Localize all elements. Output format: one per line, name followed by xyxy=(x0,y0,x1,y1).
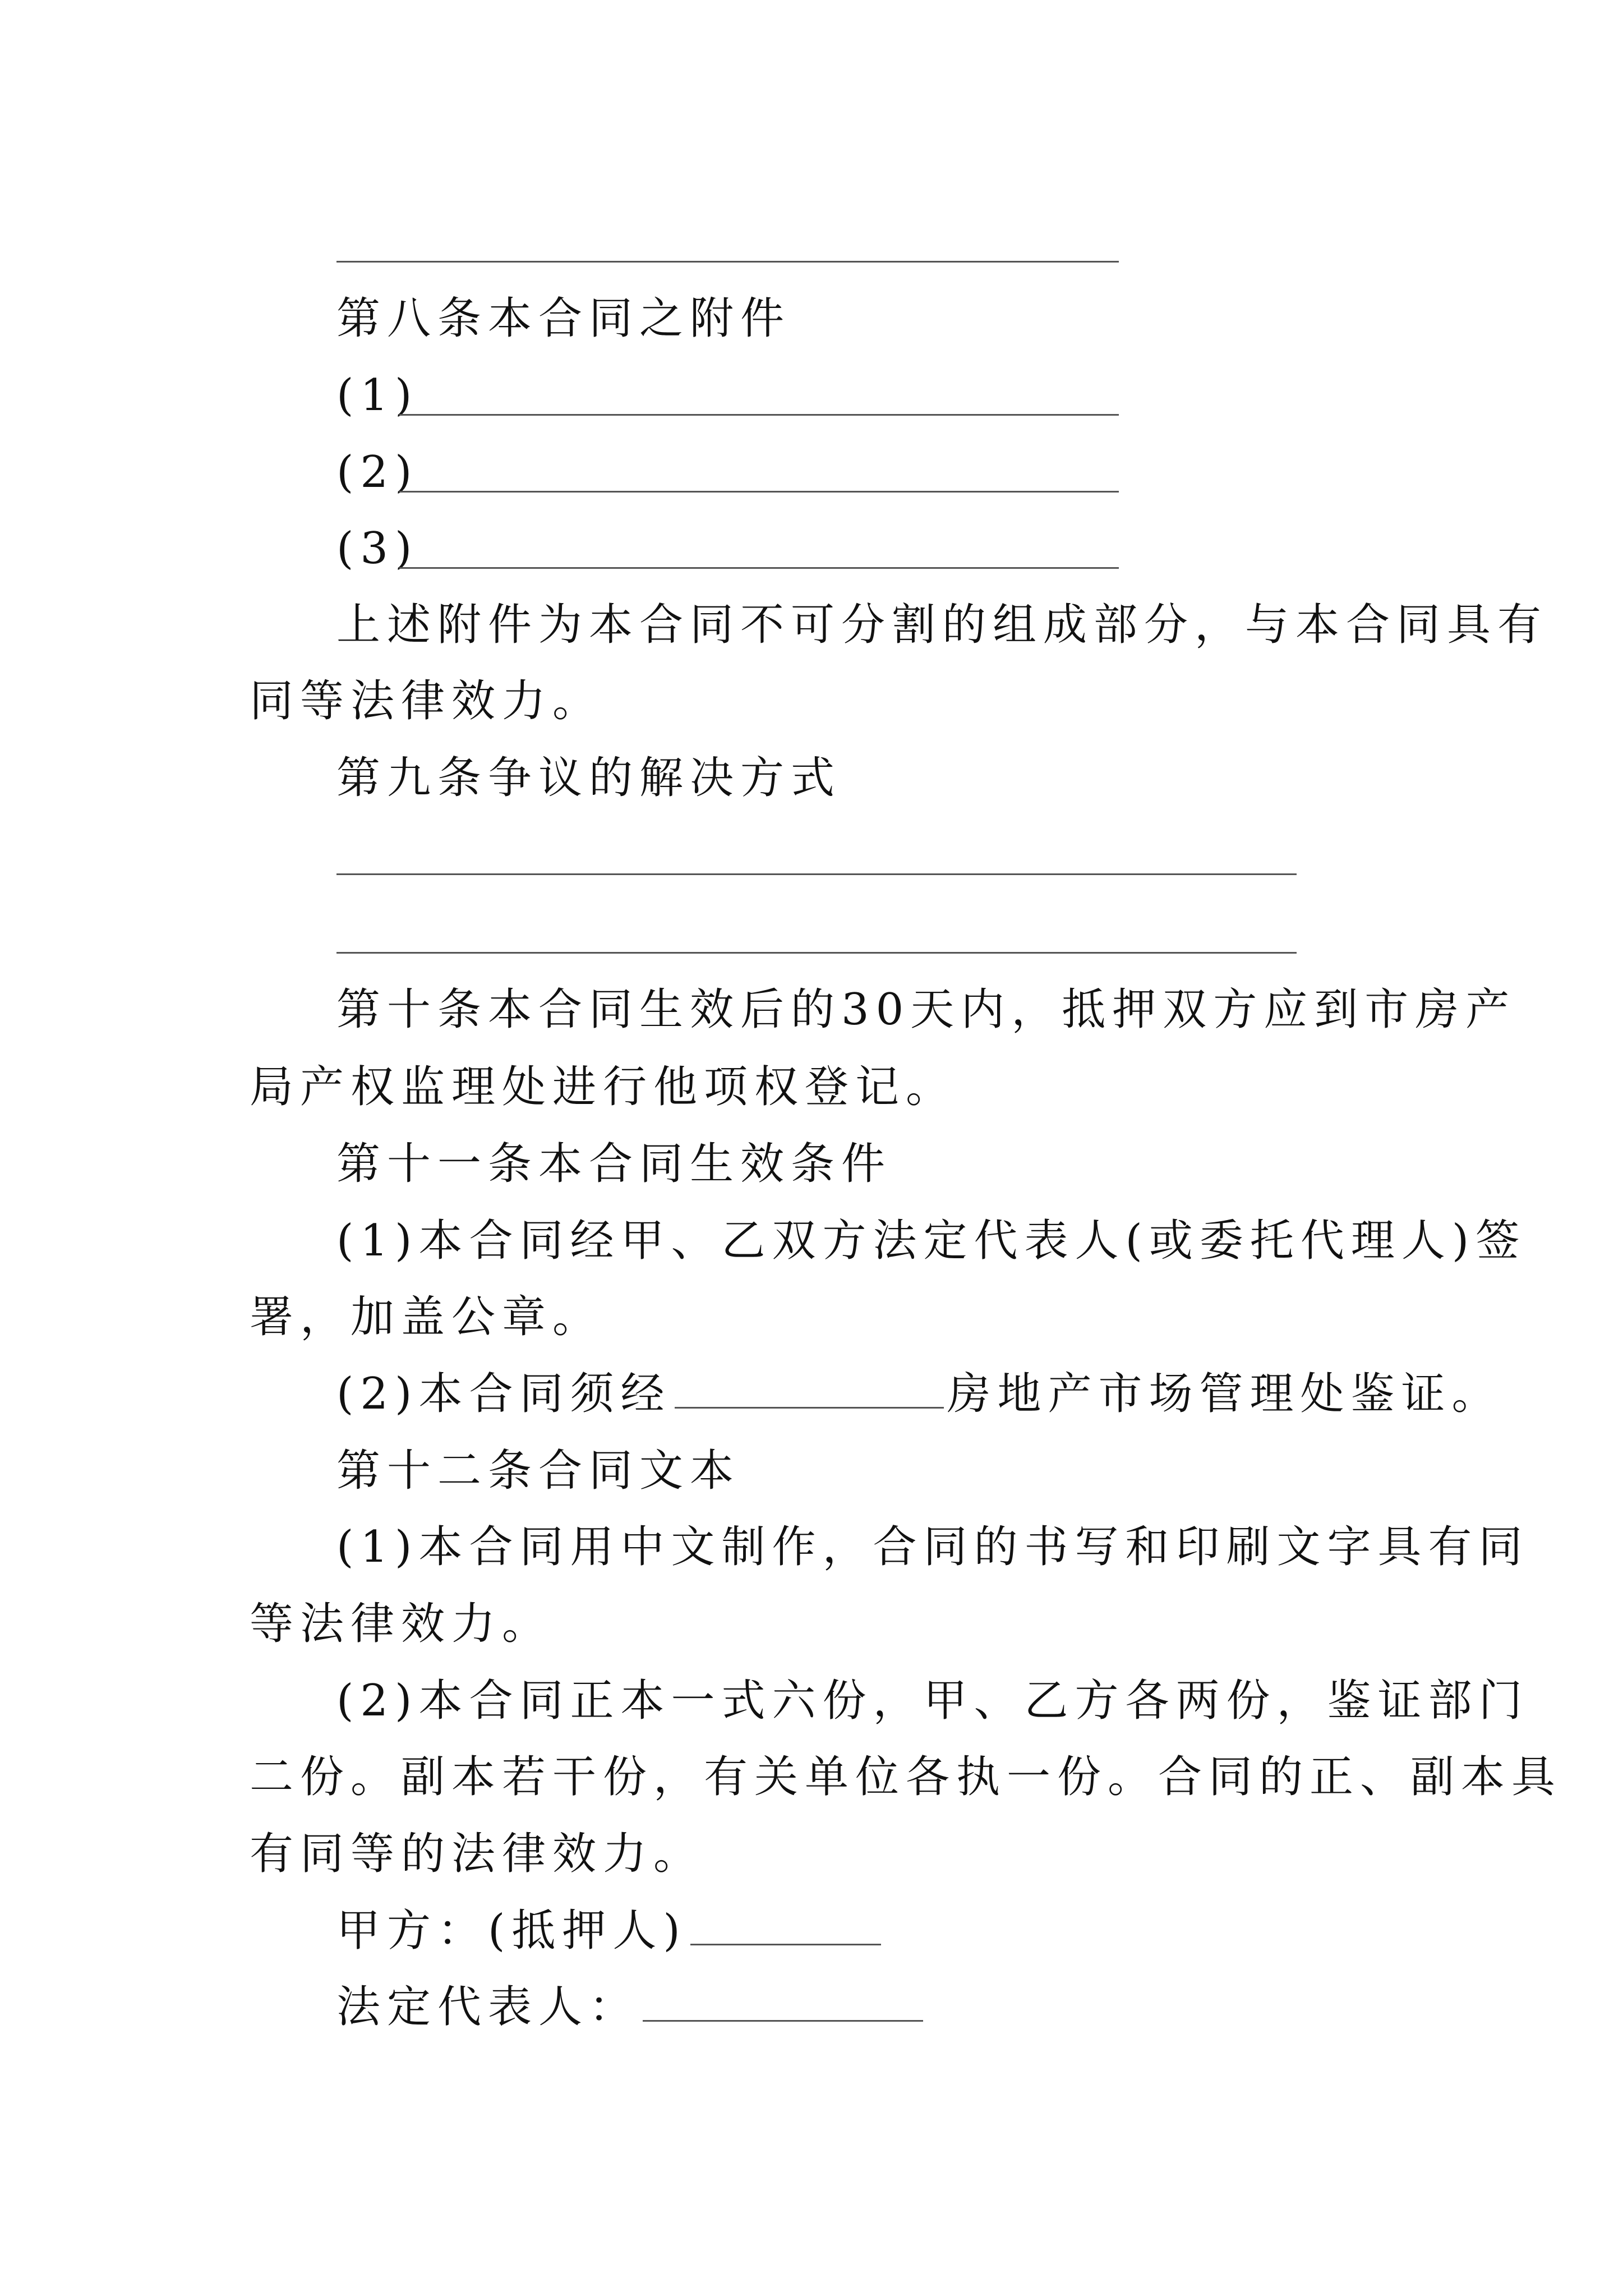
article-11-title: 第十一条本合同生效条件 xyxy=(336,1139,892,1189)
attachment-item-1-blank[interactable] xyxy=(399,414,1119,416)
attachment-item-3-label: (3) xyxy=(336,523,419,574)
attachment-item-2-blank[interactable] xyxy=(399,491,1119,493)
article-9-title: 第九条争议的解决方式 xyxy=(336,753,842,803)
article-12-item-2-line-2: 二份。副本若干份，有关单位各执一份。合同的正、副本具 xyxy=(250,1752,1562,1802)
article-12-item-1-line-1: (1)本合同用中文制作，合同的书写和印刷文字具有同 xyxy=(336,1522,1529,1572)
legal-representative-signature xyxy=(336,1979,926,2035)
article-11-item-2-prefix: (2)本合同须经 xyxy=(336,1369,671,1419)
article-12-item-2-line-3: 有同等的法律效力。 xyxy=(250,1829,704,1879)
party-a-signature xyxy=(336,1903,884,1959)
legal-representative-label: 法定代表人： xyxy=(336,1982,640,2032)
attachment-item-1-label: (1) xyxy=(336,370,419,421)
dispute-blank-line-2[interactable] xyxy=(336,952,1297,954)
article-11-item-1-line-2: 署，加盖公章。 xyxy=(250,1292,603,1342)
attachment-item-3-blank[interactable] xyxy=(399,567,1119,569)
article-11-item-2 xyxy=(336,1366,1502,1422)
article-8-title: 第八条本合同之附件 xyxy=(336,293,791,344)
party-a-blank[interactable] xyxy=(690,1910,881,1945)
article-11-item-2-suffix: 房地产市场管理处鉴证。 xyxy=(947,1369,1502,1419)
article-10-line-2: 局产权监理处进行他项权登记。 xyxy=(250,1062,957,1112)
blank-line-top[interactable] xyxy=(336,261,1119,263)
article-11-item-1-line-1: (1)本合同经甲、乙双方法定代表人(或委托代理人)签 xyxy=(336,1216,1527,1266)
article-12-title: 第十二条合同文本 xyxy=(336,1446,741,1496)
article-12-item-1-line-2: 等法律效力。 xyxy=(250,1599,553,1649)
attachment-item-2-label: (2) xyxy=(336,447,419,498)
article-12-item-2-line-1: (2)本合同正本一式六份，甲、乙方各两份，鉴证部门 xyxy=(336,1676,1529,1726)
article-10-line-1: 第十条本合同生效后的30天内，抵押双方应到市房产 xyxy=(336,984,1516,1035)
attachment-note-line-2: 同等法律效力。 xyxy=(250,676,603,726)
party-a-label: 甲方：(抵押人) xyxy=(336,1906,687,1956)
legal-representative-blank[interactable] xyxy=(643,1986,923,2022)
verification-office-blank[interactable] xyxy=(675,1373,944,1409)
dispute-blank-line-1[interactable] xyxy=(336,873,1297,875)
attachment-note-line-1: 上述附件为本合同不可分割的组成部分，与本合同具有 xyxy=(336,600,1548,650)
